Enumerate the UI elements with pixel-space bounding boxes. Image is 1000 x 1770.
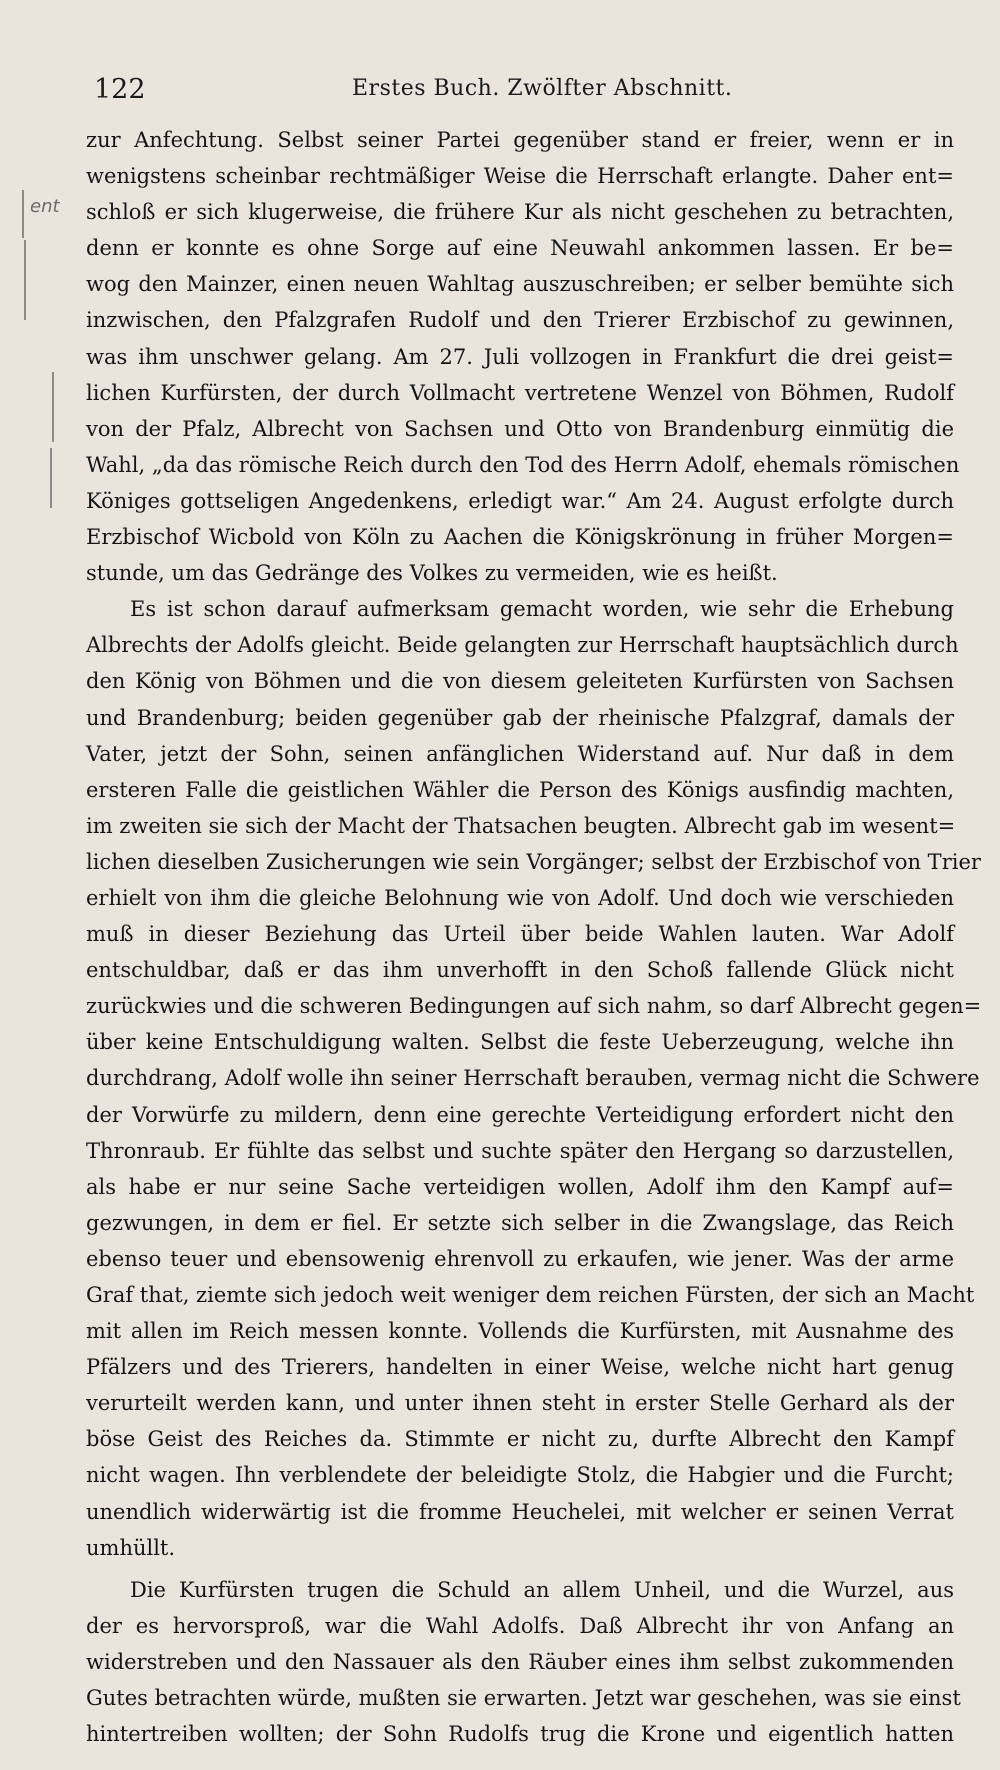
text-line: Wahl, „da das römische Reich durch den Tod des Herrn Adolf, ehemals römischen: [86, 452, 960, 477]
text-line: Königes gottseligen Angedenkens, erledigt war.“ Am 24. August erfolgte durch: [86, 488, 954, 513]
text-line: Erzbischof Wicbold von Köln zu Aachen die Königskrönung in früher Morgen=: [86, 525, 954, 550]
text-line: lichen dieselben Zusicherungen wie sein Vorgänger; selbst der Erzbischof von Trier: [86, 849, 981, 874]
text-line: Pfälzers und des Trierers, handelten in einer Weise, welche nicht hart genug: [86, 1355, 954, 1380]
text-line: denn er konnte es ohne Sorge auf eine Neuwahl ankommen lassen. Er be=: [86, 236, 954, 261]
text-line: lichen Kurfürsten, der durch Vollmacht vertretene Wenzel von Böhmen, Rudolf: [86, 380, 954, 405]
text-line: inzwischen, den Pfalzgrafen Rudolf und den Trierer Erzbischof zu gewinnen,: [86, 308, 954, 333]
text-line: was ihm unschwer gelang. Am 27. Juli vollzogen in Frankfurt die drei geist=: [86, 344, 954, 369]
text-line: Albrechts der Adolfs gleicht. Beide gelangten zur Herrschaft hauptsächlich durch: [86, 633, 959, 658]
text-line: entschuldbar, daß er das ihm unverhofft in den Schoß fallende Glück nicht: [86, 958, 954, 983]
text-line: ersteren Falle die geistlichen Wähler die Person des Königs ausfindig machten,: [86, 777, 954, 802]
text-line: mit allen im Reich messen konnte. Vollends die Kurfürsten, mit Ausnahme des: [86, 1319, 954, 1344]
margin-pencil-bar: [52, 372, 54, 442]
margin-pencil-bar: [24, 240, 26, 320]
text-line: erhielt von ihm die gleiche Belohnung wie von Adolf. Und doch wie verschieden: [86, 885, 954, 910]
text-line: zur Anfechtung. Selbst seiner Partei gegenüber stand er freier, wenn er in: [86, 128, 954, 152]
text-line: muß in dieser Beziehung das Urteil über beide Wahlen lauten. War Adolf: [86, 922, 954, 947]
text-line: wenigstens scheinbar rechtmäßiger Weise die Herrschaft erlangte. Daher ent=: [86, 164, 954, 189]
paragraph: [86, 1572, 961, 1752]
margin-pencil-note: ent: [30, 196, 60, 217]
text-line: und Brandenburg; beiden gegenüber gab der rheinische Pfalzgraf, damals der: [86, 705, 954, 730]
text-line: nicht wagen. Ihn verblendete der beleidigte Stolz, die Habgier und die Furcht;: [86, 1463, 954, 1488]
text-line: Vater, jetzt der Sohn, seinen anfänglichen Widerstand auf. Nur daß in dem: [86, 741, 954, 766]
text-line: wog den Mainzer, einen neuen Wahltag auszuschreiben; er selber bemühte sich: [86, 272, 954, 297]
paragraph: [86, 122, 960, 591]
text-line: stunde, um das Gedränge des Volkes zu vermeiden, wie es heißt.: [86, 561, 778, 586]
text-line: Es ist schon darauf aufmerksam gemacht worden, wie sehr die Erhebung: [130, 597, 954, 622]
text-line: über keine Entschuldigung walten. Selbst die feste Ueberzeugung, welche ihn: [86, 1030, 954, 1055]
text-line: Die Kurfürsten trugen die Schuld an allem Unheil, und die Wurzel, aus: [130, 1577, 954, 1602]
page-body: [86, 122, 982, 1752]
text-line: der es hervorsproß, war die Wahl Adolfs. Daß Albrecht ihr von Anfang an: [86, 1613, 954, 1638]
running-head: Erstes Buch. Zwölfter Abschnitt.: [352, 76, 733, 101]
text-line: durchdrang, Adolf wolle ihn seiner Herrschaft berauben, vermag nicht die Schwere: [86, 1066, 980, 1091]
text-line: den König von Böhmen und die von diesem geleiteten Kurfürsten von Sachsen: [86, 669, 954, 694]
text-line: von der Pfalz, Albrecht von Sachsen und Otto von Brandenburg einmütig die: [86, 416, 954, 441]
text-line: widerstreben und den Nassauer als den Räuber eines ihm selbst zukommenden: [86, 1649, 954, 1674]
text-line: unendlich widerwärtig ist die fromme Heuchelei, mit welcher er seinen Verrat: [86, 1499, 954, 1524]
margin-pencil-bar: [50, 448, 52, 508]
text-line: Gutes betrachten würde, mußten sie erwarten. Jetzt war geschehen, was sie einst: [86, 1686, 961, 1711]
text-line: zurückwies und die schweren Bedingungen auf sich nahm, so darf Albrecht gegen=: [86, 994, 982, 1019]
text-line: der Vorwürfe zu mildern, denn eine gerechte Verteidigung erfordert nicht den: [86, 1102, 954, 1127]
text-line: schloß er sich klugerweise, die frühere Kur als nicht geschehen zu betrachten,: [86, 200, 954, 225]
text-line: böse Geist des Reiches da. Stimmte er nicht zu, durfte Albrecht den Kampf: [86, 1427, 954, 1452]
text-line: gezwungen, in dem er fiel. Er setzte sich selber in die Zwangslage, das Reich: [86, 1210, 954, 1235]
text-line: umhüllt.: [86, 1535, 176, 1560]
page-number: 122: [94, 74, 146, 105]
text-line: Thronraub. Er fühlte das selbst und suchte später den Hergang so darzustellen,: [86, 1138, 954, 1163]
text-line: Graf that, ziemte sich jedoch weit weniger dem reichen Fürsten, der sich an Macht: [86, 1283, 975, 1307]
page-header: [94, 70, 964, 114]
text-line: ebenso teuer und ebensowenig ehrenvoll zu erkaufen, wie jener. Was der arme: [86, 1246, 954, 1271]
text-line: verurteilt werden kann, und unter ihnen steht in erster Stelle Gerhard als der: [86, 1391, 954, 1416]
text-line: hintertreiben wollten; der Sohn Rudolfs trug die Krone und eigentlich hatten: [86, 1722, 954, 1747]
margin-pencil-bar: [22, 190, 24, 238]
text-line: als habe er nur seine Sache verteidigen wollen, Adolf ihm den Kampf auf=: [86, 1174, 954, 1199]
paragraph: [86, 591, 982, 1566]
text-line: im zweiten sie sich der Macht der Thatsachen beugten. Albrecht gab im wesent=: [86, 813, 956, 838]
